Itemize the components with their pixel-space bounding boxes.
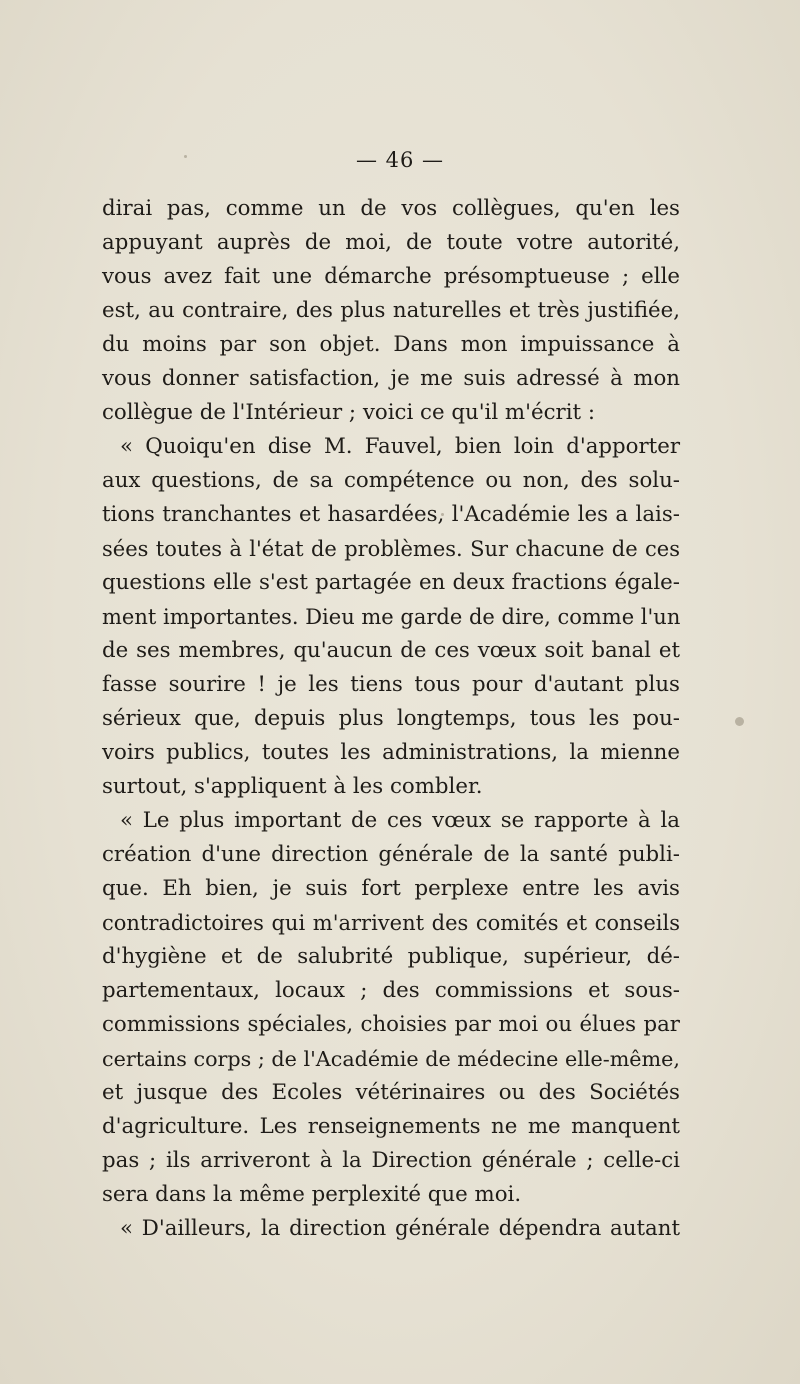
text-line: questions elle s'est partagée en deux fractions égale- [102, 570, 680, 595]
text-line: sera dans la même perplexité que moi. [102, 1182, 522, 1207]
text-line: que. Eh bien, je suis fort perplexe entre les avis [102, 876, 680, 901]
text-line: partementaux, locaux ; des commissions et sous- [102, 978, 680, 1003]
text-line: d'hygiène et de salubrité publique, supérieur, dé- [102, 944, 680, 969]
text-line: du moins par son objet. Dans mon impuissance à [102, 332, 680, 357]
page-number: — 46 — [355, 148, 445, 172]
text-line: contradictoires qui m'arrivent des comités et conseils [102, 911, 680, 935]
text-line: ment importantes. Dieu me garde de dire, comme l'un [102, 605, 681, 629]
text-line: est, au contraire, des plus naturelles et très justifiée, [102, 298, 680, 323]
text-line: vous avez fait une démarche présomptueuse ; elle [102, 264, 680, 289]
text-line: « D'ailleurs, la direction générale dépendra autant [120, 1216, 680, 1241]
text-line: « Le plus important de ces vœux se rapporte à la [120, 808, 680, 833]
text-line: de ses membres, qu'aucun de ces vœux soit banal et [102, 638, 680, 663]
text-line: certains corps ; de l'Académie de médecine elle-même, [102, 1047, 680, 1071]
text-line: « Quoiqu'en dise M. Fauvel, bien loin d'apporter [120, 434, 680, 459]
text-line: création d'une direction générale de la santé publi- [102, 842, 680, 867]
text-line: voirs publics, toutes les administrations, la mienne [102, 740, 680, 765]
text-line: sées toutes à l'état de problèmes. Sur chacune de ces [102, 537, 680, 561]
text-line: vous donner satisfaction, je me suis adressé à mon [102, 366, 680, 391]
text-line: pas ; ils arriveront à la Direction générale ; celle-ci [102, 1148, 680, 1173]
body-text [102, 192, 680, 1246]
text-line: appuyant auprès de moi, de toute votre autorité, [102, 230, 680, 255]
text-line: tions tranchantes et hasardées, l'Académie les a lais- [102, 502, 680, 527]
text-line: surtout, s'appliquent à les combler. [102, 774, 483, 799]
text-line: et jusque des Ecoles vétérinaires ou des Sociétés [102, 1080, 680, 1105]
text-line: fasse sourire ! je les tiens tous pour d'autant plus [102, 672, 680, 697]
paper-speck [735, 717, 744, 726]
text-line: dirai pas, comme un de vos collègues, qu'en les [102, 196, 680, 221]
text-line: collègue de l'Intérieur ; voici ce qu'il m'écrit : [102, 400, 596, 425]
text-line: sérieux que, depuis plus longtemps, tous les pou- [102, 706, 680, 731]
text-line: aux questions, de sa compétence ou non, des solu- [102, 468, 680, 493]
text-line: commissions spéciales, choisies par moi ou élues par [102, 1012, 680, 1037]
text-line: d'agriculture. Les renseignements ne me manquent [102, 1114, 680, 1139]
